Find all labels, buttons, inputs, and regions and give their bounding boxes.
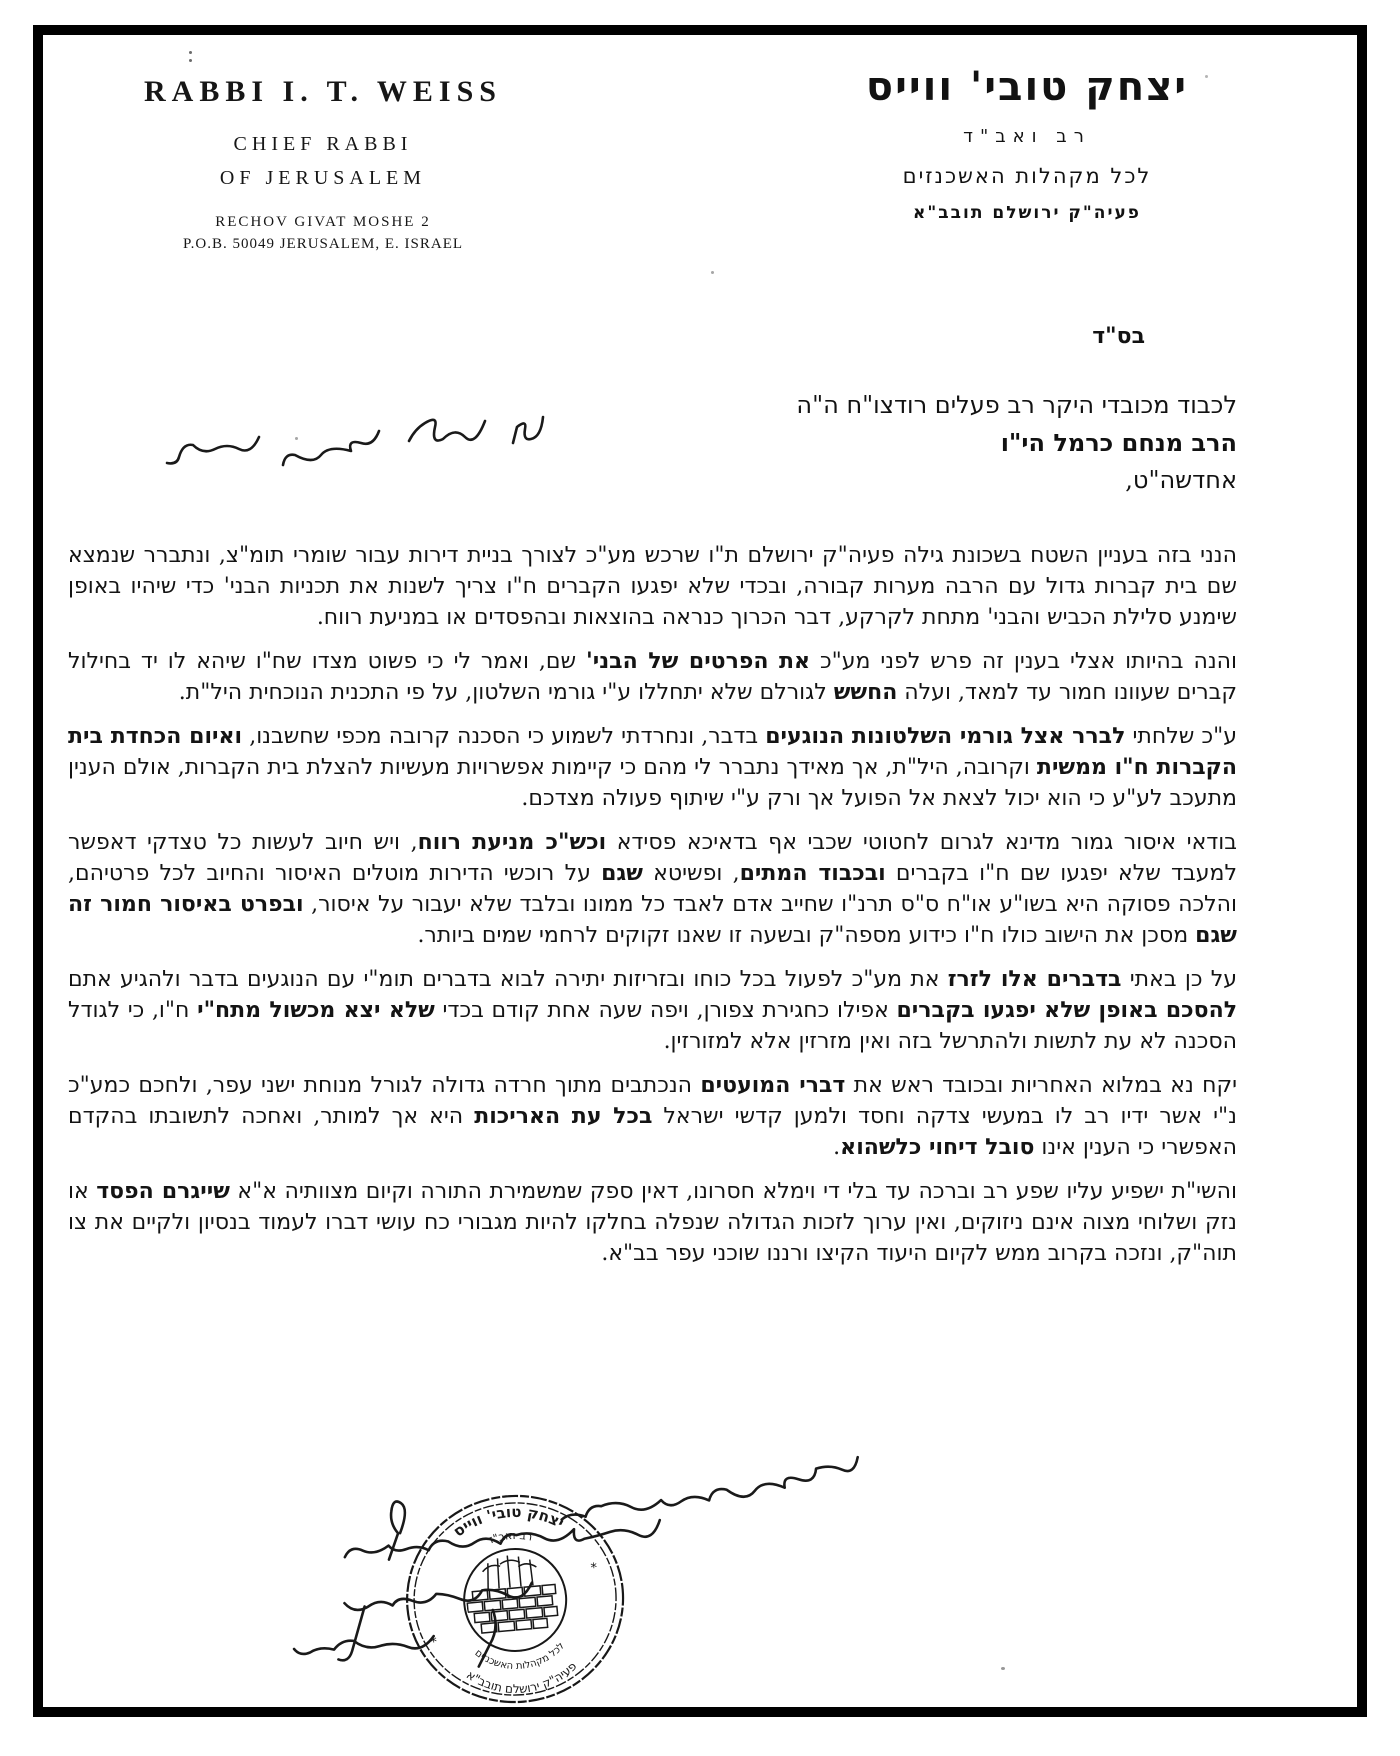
text-run: , ופשיטא	[642, 861, 740, 886]
scan-speck	[1205, 75, 1208, 78]
letter-paragraph	[68, 964, 1237, 1057]
handwritten-annotation	[91, 375, 591, 495]
stamp-separator-left: *	[429, 1634, 438, 1651]
letter-body	[68, 540, 1237, 1282]
rabbinical-stamp	[386, 1477, 644, 1719]
bold-run: שייגרם הפסד	[96, 1178, 230, 1204]
scan-speck	[189, 51, 192, 54]
bsd-heading: בס"ד	[1092, 323, 1145, 349]
rabbi-title-line1: CHIEF RABBI	[233, 133, 413, 155]
text-run: ע"כ שלחתי	[1125, 724, 1237, 749]
bold-run: בדברים אלו לזרז	[947, 966, 1122, 992]
bold-run: את הפרטים של הבני'	[586, 648, 811, 674]
scan-border-frame	[33, 25, 1367, 1717]
address-line1: RECHOV GIVAT MOSHE 2	[215, 214, 431, 230]
scan-speck	[1001, 1667, 1005, 1670]
text-run: או נזק ושלוחי מצוה אינם ניזוקים, ואין ערוך לזכות הגדולה שנפלה בחלקו להיות מגבורי כח עושי דברו לעמוד בנסיון ולקיים את צו תוה"ק, ונזכה בקרוב ממש לקיום היעוד הקיצו ורננו שוכני עפר בב"א.	[68, 1179, 1237, 1266]
svg-text:רב ואב"ד	[485, 1527, 535, 1547]
text-run: וקרובה, היל"ת, אך מאידך נתברר לי מהם כי קיימות אפשרויות מעשיות להצלת בית הקברות, אולם הענין מתעכב לע"ע כי הוא יכול לצאת אל הפועל אך ורק ע"י שיתוף פעולה מצדכם.	[68, 755, 1237, 811]
address-line2: P.O.B. 50049 JERUSALEM, E. ISRAEL	[182, 236, 464, 252]
letter-paragraph	[68, 721, 1237, 814]
text-run: בודאי איסור גמור מדינא לגרום לחטוטי שכבי אף בדאיכא פסידא	[606, 830, 1237, 855]
bold-run: ואיום הכחדת בית הקברות ח"ו ממשית	[68, 723, 1237, 780]
rabbi-name-hebrew: יצחק טובי' ווייס	[865, 63, 1189, 110]
stamp-separator-right: *	[590, 1560, 598, 1577]
rabbi-title-hebrew: רב ואב"ד	[963, 126, 1091, 147]
city-line: פעיה"ק ירושלם תובב"א	[913, 203, 1141, 223]
svg-text:לכל מקהלות האשכנזים	[472, 1640, 569, 1676]
community-line: לכל מקהלות האשכנזים	[902, 164, 1152, 188]
text-run: אפילו כחגירת צפורן, ויפה שעה אחת קודם בכדי	[434, 998, 897, 1023]
recipient-block	[796, 387, 1237, 499]
text-run: ח"ו, כי לגודל הסכנה לא עת לתשות ולהתרשל בזה ואין מזרזין אלא למזורזין.	[68, 998, 1237, 1054]
text-run: הנכתבים מתוך חרדה גדולה לגורל מנוחת ישני עפר, ולחכם כמע"כ נ"י אשר ידיו רב לו במעשי צדקה וחסד ולמען קדשי ישראל	[68, 1073, 1237, 1129]
letterhead-hebrew	[797, 63, 1257, 223]
text-run: .	[833, 1135, 841, 1160]
bold-run: ובפרט באיסור חמור זה שגם	[68, 891, 1237, 948]
bold-run: החשש	[833, 679, 898, 705]
text-run: והשי"ת ישפיע עליו שפע רב וברכה עד בלי די וימלא חסרונו, דאין ספק שמשמירת התורה וקיום מצוותיה א"א	[229, 1179, 1237, 1204]
scan-speck	[189, 59, 192, 62]
scan-speck	[295, 437, 298, 440]
letterhead-english	[98, 75, 548, 253]
letter-paragraph	[68, 540, 1237, 633]
bold-run: דברי המועטים	[700, 1072, 846, 1098]
bold-run: לברר אצל גורמי השלטונות הנוגעים	[765, 723, 1126, 749]
letter-paragraph	[68, 1176, 1237, 1269]
stamp-arc-name: יצחק טובי' ווייס	[449, 1502, 568, 1541]
bold-run: ובכבוד המתים	[739, 860, 886, 886]
text-run: מסכן את הישוב כולו ח"ו כידוע מספה"ק ובשעה זו שאנו זקוקים לרחמי שמים ביותר.	[417, 923, 1196, 948]
rabbi-title-line2: OF JERUSALEM	[219, 167, 427, 189]
bold-run: בכל עת האריכות	[474, 1103, 653, 1129]
letter-paragraph	[68, 827, 1237, 951]
bold-run: שגם	[601, 860, 643, 886]
stamp-arc-community: לכל מקהלות האשכנזים	[472, 1640, 567, 1673]
bold-run: סובל דיחוי כלשהוא	[840, 1134, 1035, 1160]
rabbi-name-english: RABBI I. T. WEISS	[144, 75, 502, 108]
text-run: , ויש חיוב לעשות כל טצדקי דאפשר למעבד שלא יפגעו שם ח"ו בקברים	[68, 830, 1237, 886]
bold-run: שלא יצא מכשול מתח"י	[197, 997, 435, 1023]
scan-speck	[711, 271, 714, 274]
text-run: בדבר, ונחרדתי לשמוע כי הסכנה קרובה מכפי שחשבנו,	[242, 724, 766, 749]
bold-run: להסכם באופן שלא יפגעו בקברים	[896, 997, 1237, 1023]
text-run: את מע"כ לפעול בכל כוחו ובזריזות יתירה לבוא בדברים תומ"י עם הנוגעים בדבר ולהגיע אתם	[68, 967, 948, 992]
stamp-arc-city: פעיה"ק ירושלם תובב"א	[463, 1659, 580, 1696]
salutation: אחדשה"ט,	[1125, 466, 1237, 494]
text-run: על כן באתי	[1121, 967, 1237, 992]
text-run: שם, ואמר לי כי פשוט מצדו שח"ו שיהא לו יד בחילול קברים שעוונו חמור עד למאד, ועלה	[68, 649, 1237, 705]
text-run: על רוכשי הדירות מוטלים האיסור והחיוב לכל פרטיהם, והלכה פסוקה היא בשו"ע או"ח ס"ס תרנ"ו שחייב אדם לאבד כל ממונו ובלבד שלא יעבור על איסור,	[68, 861, 1237, 917]
bold-run: וכש"כ מניעת רווח	[417, 829, 607, 855]
text-run: לגורלם שלא יתחללו ע"י גורמי השלטון, על פי התכנית הנוכחית היל"ת.	[178, 680, 834, 705]
recipient-line1: לכבוד מכובדי היקר רב פעלים רודצו"ח ה"ה	[796, 391, 1237, 419]
text-run: היא אך למותר, ואחכה לתשובתו בהקדם האפשרי כי הענין אינו	[68, 1104, 1237, 1160]
text-run: והנה בהיותו אצלי בענין זה פרש לפני מע"כ	[810, 649, 1237, 674]
text-run: יקח נא במלוא האחריות ובכובד ראש את	[845, 1073, 1237, 1098]
stamp-arc-title: רב ואב"ד	[485, 1528, 534, 1548]
letter-paragraph	[68, 646, 1237, 708]
letter-paragraph	[68, 1070, 1237, 1163]
text-run: הנני בזה בעניין השטח בשכונת גילה פעיה"ק ירושלם ת"ו שרכש מע"כ לצורך בניית דירות עבור שומרי תומ"צ, ונתברר שנמצא שם בית קברות גדול עם הרבה מערות קבורה, ובכדי שלא יפגעו הקברים ח"ו צריך לשנות את תכניות הבני' כדי שיהיו באופן שימנע סלילת הכביש והבני' מתחת לקרקע, דבר הכרוך כנראה בהוצאות ובהפסדים או במניעת רווח.	[68, 543, 1237, 630]
recipient-name: הרב מנחם כרמל הי"ו	[1000, 428, 1237, 457]
